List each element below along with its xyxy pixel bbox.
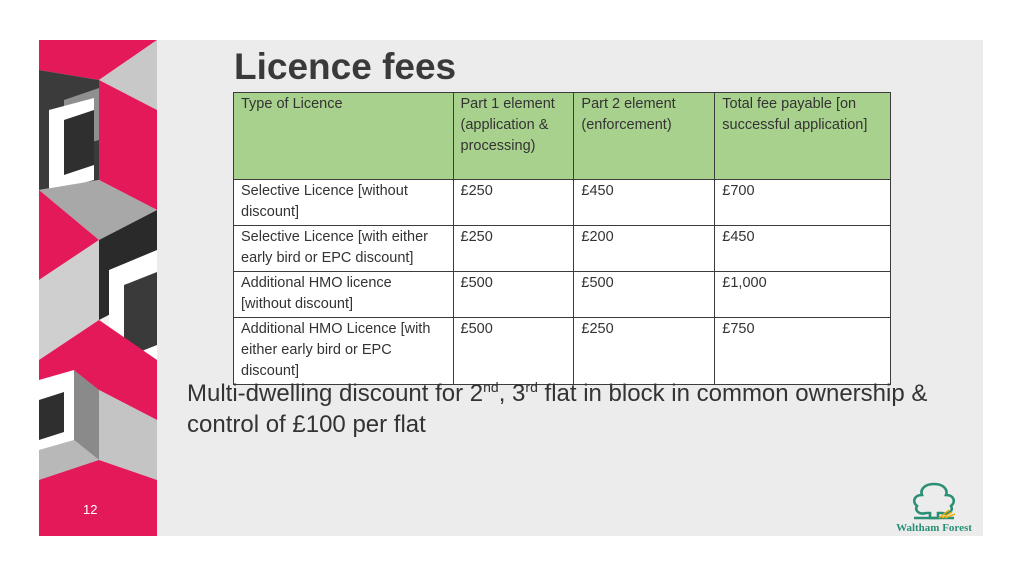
table-row [234,226,891,272]
table-row [234,272,891,318]
cell-part1: £500 [453,272,574,318]
header-type: Type of Licence [234,93,454,180]
cell-part2: £200 [574,226,715,272]
tree-icon [884,478,983,522]
table-header-row [234,93,891,180]
note-sup-2: rd [525,379,538,395]
licence-fees-table [233,92,891,385]
page-title: Licence fees [234,46,457,87]
cell-part2: £450 [574,180,715,226]
slide [39,40,983,536]
header-part2: Part 2 element (enforcement) [574,93,715,180]
cell-part1: £500 [453,318,574,385]
cell-licence-type: Additional HMO licence [without discount] [234,272,454,318]
page-number: 12 [83,502,98,517]
note-text-3: flat in block in common ownership & control of £100 per flat [187,380,928,438]
header-part1: Part 1 element (application & processing) [453,93,574,180]
cell-total: £700 [715,180,891,226]
cell-total: £1,000 [715,272,891,318]
waltham-forest-logo [884,478,983,534]
decorative-cube-pattern [39,40,157,536]
cell-licence-type: Selective Licence [with either early bird or EPC discount] [234,226,454,272]
cell-part2: £500 [574,272,715,318]
table-row [234,180,891,226]
note-text-2: , 3 [498,380,526,407]
note-sup-1: nd [483,379,499,395]
note-text-1: Multi-dwelling discount for 2 [187,380,484,407]
cell-total: £450 [715,226,891,272]
cell-part2: £250 [574,318,715,385]
cell-part1: £250 [453,180,574,226]
cell-part1: £250 [453,226,574,272]
cell-licence-type: Selective Licence [without discount] [234,180,454,226]
header-total: Total fee payable [on successful application] [715,93,891,180]
cell-licence-type: Additional HMO Licence [with either early bird or EPC discount] [234,318,454,385]
discount-note [187,378,947,440]
table-row [234,318,891,385]
cell-total: £750 [715,318,891,385]
brand-name: Waltham Forest [896,522,972,534]
